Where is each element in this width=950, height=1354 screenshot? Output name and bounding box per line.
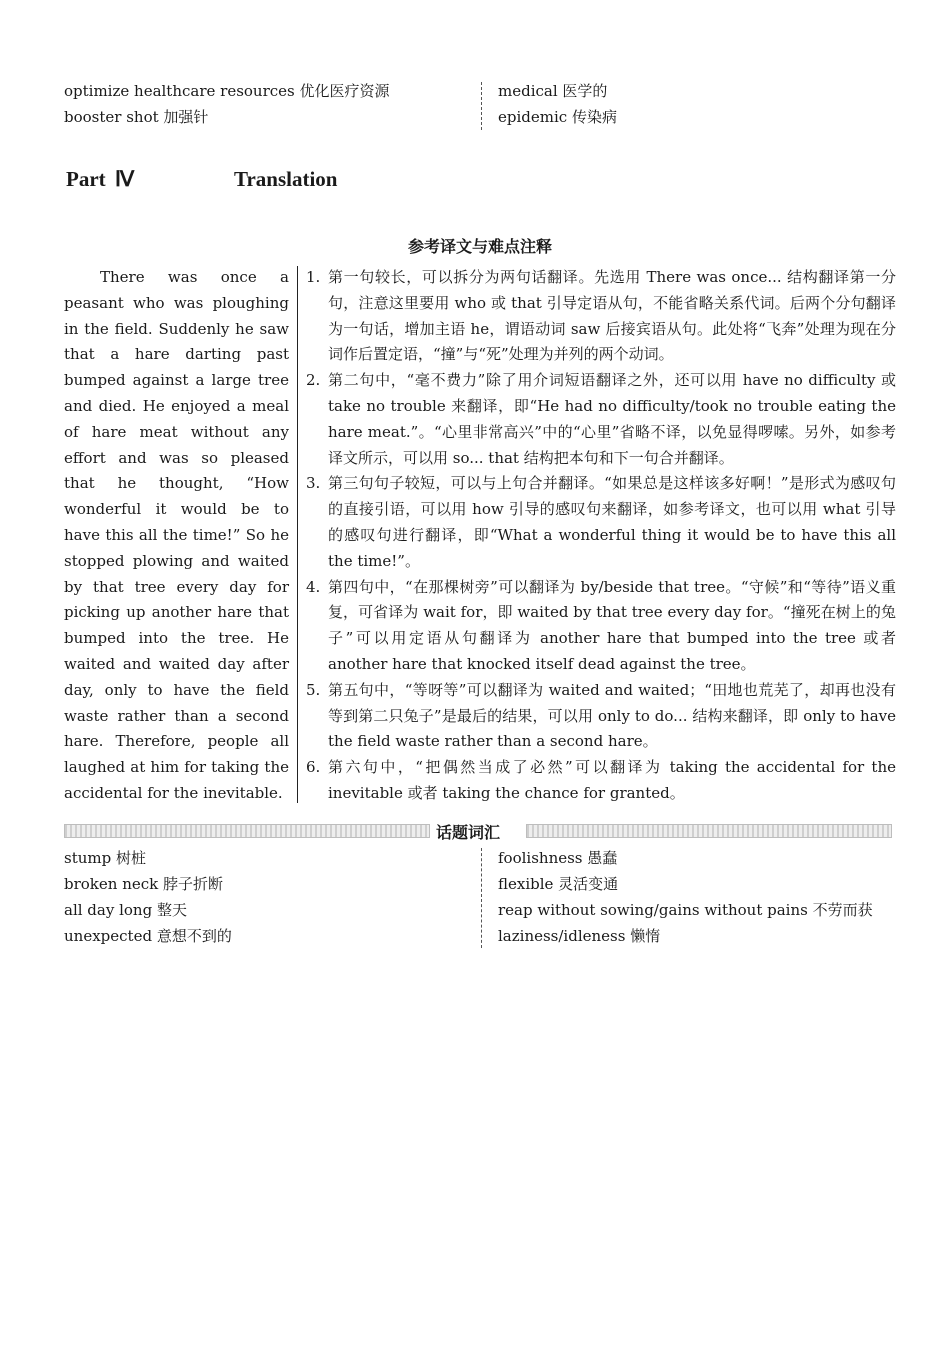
banner-rule-left	[64, 824, 430, 838]
vocab-item: epidemic 传染病	[498, 108, 617, 126]
topic-vocab-banner	[64, 820, 892, 842]
vocab-divider	[481, 82, 482, 130]
note-text: 第一句较长，可以拆分为两句话翻译。先选用 There was once... 结构翻译第一分句，注意这里要用 who 或 that 引导定语从句，不能省略关系代词。后两个分句翻译为一句话，增加主语 he，谓语动词 saw 后接宾语从句。此处将“飞奔”处理为现在分词作后置定语，“撞”与“死”处理为并列的两个动词。	[328, 268, 896, 364]
part-title: Translation	[234, 167, 338, 191]
part-heading	[66, 167, 338, 192]
translation-passage: There was once a peasant who was ploughing in the field. Suddenly he saw that a hare darting past bumped against a large tree and died. He enjoyed a meal of hare meat without any effort and was so pleased that he thought, “How wonderful it would be to have this all the time!” So he stopped plowing and waited by that tree every day for picking up another hare that bumped into the tree. He waited and waited day after day, only to have the field waste rather than a second hare. Therefore, people all laughed at him for taking the accidental for the inevitable.	[64, 268, 289, 802]
note-text: 第四句中，“在那棵树旁”可以翻译为 by/beside that tree。“守候”和“等待”语义重复，可省译为 wait for，即 waited by that tree every day for。“撞死在树上的兔子”可以用定语从句翻译为 another hare that bumped into the tree 或者 another hare that knocked itself dead against the tree。	[328, 577, 896, 673]
part-label: Part	[66, 167, 106, 191]
note-text: 第三句句子较短，可以与上句合并翻译。“如果总是这样该多好啊！”是形式为感叹句的直接引语，可以用 how 引导的感叹句来翻译，如参考译文，也可以用 what 引导的感叹句进行翻译，即“What a wonderful thing it would be to have this all the time!”。	[328, 474, 896, 570]
note-item	[306, 265, 896, 368]
topic-vocab-left	[64, 845, 464, 949]
vocab-item: unexpected 意想不到的	[64, 927, 232, 945]
banner-rule-right	[526, 824, 892, 838]
note-item	[306, 678, 896, 755]
section-title: 参考译文与难点注释	[407, 237, 552, 256]
vocab-item: medical 医学的	[498, 82, 608, 100]
vocab-item: laziness/idleness 懒惰	[498, 927, 661, 945]
note-item	[306, 471, 896, 574]
vocab-item: stump 树桩	[64, 849, 146, 867]
notes-list	[306, 265, 896, 807]
top-vocab-right	[498, 78, 878, 130]
note-text: 第六句中，“把偶然当成了必然”可以翻译为 taking the accidental for the inevitable 或者 taking the chance for granted。	[328, 758, 896, 802]
topic-vocab-right	[498, 845, 888, 949]
note-number: 2.	[306, 371, 321, 390]
vocab-item: reap without sowing/gains without pains 不劳而获	[498, 901, 873, 919]
note-number: 5.	[306, 680, 321, 699]
note-text: 第五句中，“等呀等”可以翻译为 waited and waited；“田地也荒芜了，却再也没有等到第二只兔子”是最后的结果，可以用 only to do... 结构来翻译，即 only to have the field waste rather than a second hare。	[328, 680, 896, 751]
topic-vocab-label: 话题词汇	[436, 823, 501, 842]
part-numeral: Ⅳ	[114, 167, 135, 191]
note-number: 1.	[306, 268, 321, 286]
vocab-item: optimize healthcare resources 优化医疗资源	[64, 82, 390, 100]
note-number: 3.	[306, 474, 321, 493]
vocab-item: flexible 灵活变通	[498, 875, 619, 893]
vocab-item: broken neck 脖子折断	[64, 875, 223, 893]
note-number: 4.	[306, 577, 321, 596]
column-divider	[297, 266, 298, 803]
top-vocab-left	[64, 78, 464, 130]
vocab-divider	[481, 848, 482, 948]
note-item	[306, 368, 896, 471]
vocab-item: booster shot 加强针	[64, 108, 209, 126]
note-text: 第二句中，“毫不费力”除了用介词短语翻译之外，还可以用 have no difficulty 或 take no trouble 来翻译，即“He had no difficulty/took no trouble eating the hare meat.”。“心里非常高兴”中的“心里”省略不译，以免显得啰嗦。另外，如参考译文所示，可以用 so... that 结构把本句和下一句合并翻译。	[328, 371, 896, 467]
note-item	[306, 755, 896, 807]
vocab-item: foolishness 愚蠢	[498, 849, 618, 867]
note-number: 6.	[306, 758, 321, 777]
vocab-item: all day long 整天	[64, 901, 187, 919]
note-item	[306, 575, 896, 678]
